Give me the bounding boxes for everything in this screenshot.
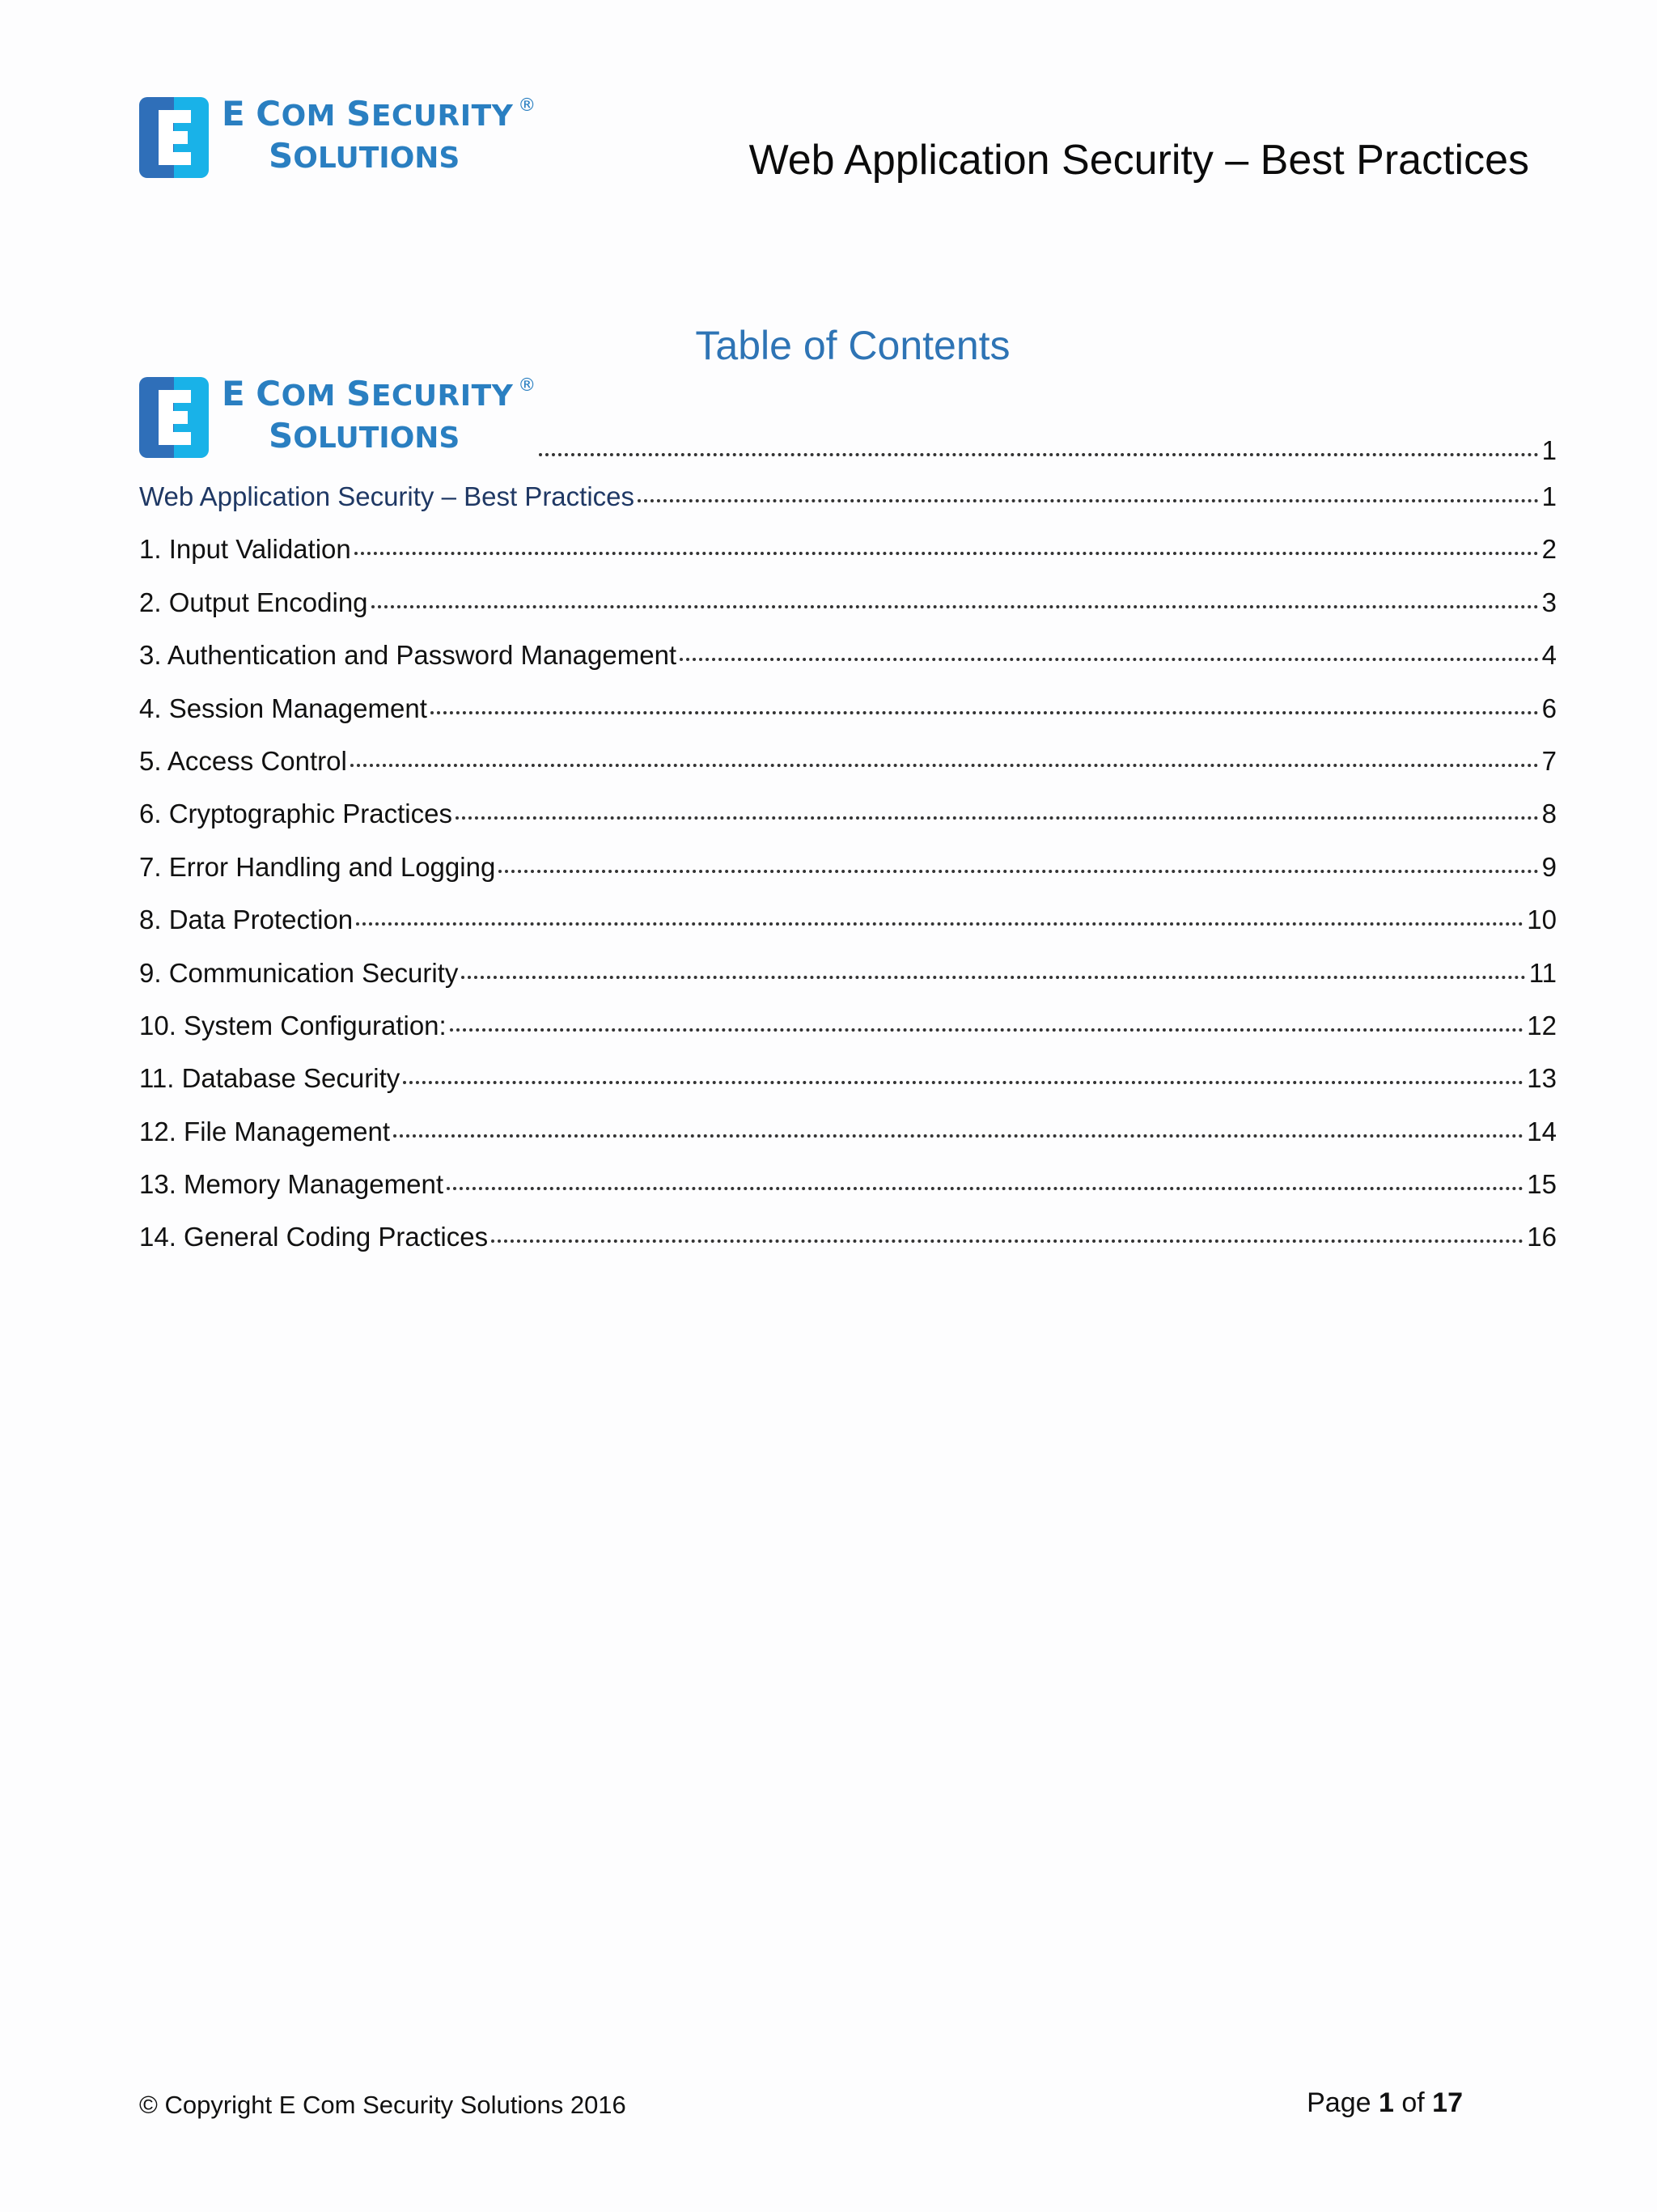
logo-text-part: S	[346, 94, 371, 133]
logo-text-part: OLUTIONS	[293, 422, 460, 455]
toc-item[interactable]	[139, 585, 1557, 638]
toc-page-number: 6	[1541, 693, 1557, 723]
toc-page-number: 3	[1541, 587, 1557, 617]
toc-item[interactable]	[139, 532, 1557, 584]
toc-page-number: 14	[1527, 1116, 1557, 1146]
page-of: of	[1401, 2087, 1425, 2118]
toc-page-number: 10	[1527, 905, 1557, 935]
toc-leader-dots	[539, 433, 1539, 460]
toc-page-number: 13	[1527, 1063, 1557, 1094]
logo-text-part: E	[222, 94, 246, 133]
logo-text-part: ECURITY	[371, 379, 514, 413]
toc-item-label: 10. System Configuration:	[139, 1010, 447, 1040]
toc-item-label: 13. Memory Management	[139, 1169, 444, 1200]
logo-text-part: ECURITY	[371, 100, 514, 133]
toc-leader-dots	[638, 479, 1539, 506]
toc-item[interactable]	[139, 850, 1557, 902]
logo-text-part: OM	[281, 100, 337, 133]
registered-mark: ®	[518, 375, 536, 396]
toc-item[interactable]	[139, 796, 1557, 849]
logo-text-part: S	[346, 374, 371, 413]
toc-page-number: 8	[1541, 799, 1557, 829]
toc-list	[139, 479, 1557, 1273]
toc-leader-dots	[430, 691, 1539, 718]
logo-text-part: S	[269, 136, 294, 176]
toc-item[interactable]	[139, 691, 1557, 744]
page-total: 17	[1432, 2087, 1463, 2118]
logo-text-part: E	[222, 374, 246, 413]
toc-item[interactable]	[139, 638, 1557, 690]
toc-page-number: 15	[1527, 1169, 1557, 1200]
toc-item[interactable]	[139, 1061, 1557, 1113]
toc-item-label: 6. Cryptographic Practices	[139, 799, 452, 829]
toc-item[interactable]	[139, 1167, 1557, 1219]
toc-heading: Table of Contents	[695, 323, 1011, 368]
toc-item-label: 1. Input Validation	[139, 534, 351, 565]
logo-mark-icon	[139, 377, 209, 458]
toc-item[interactable]	[139, 902, 1557, 955]
page-current: 1	[1378, 2087, 1394, 2118]
toc-page-number: 7	[1541, 745, 1557, 776]
toc-leader-dots	[371, 585, 1539, 612]
toc-leader-dots	[350, 744, 1539, 770]
company-logo	[139, 94, 536, 178]
toc-item[interactable]	[139, 1219, 1557, 1272]
toc-item-logo[interactable]	[139, 374, 1557, 466]
toc-item-label: 5. Access Control	[139, 745, 347, 776]
toc-item-label: 11. Database Security	[139, 1063, 400, 1094]
toc-item-label: Web Application Security – Best Practices	[139, 481, 635, 511]
logo-text-part: C	[256, 374, 282, 413]
toc-page-number: 11	[1528, 957, 1557, 988]
toc-page-number: 1	[1541, 481, 1557, 511]
footer-copyright: © Copyright E Com Security Solutions 2016	[139, 2091, 626, 2119]
toc-leader-dots	[498, 850, 1538, 876]
toc-page-number: 16	[1527, 1222, 1557, 1252]
toc-leader-dots	[461, 956, 1525, 982]
toc-page-number: 9	[1541, 851, 1557, 882]
logo-text-part: OLUTIONS	[293, 142, 460, 175]
registered-mark: ®	[518, 95, 536, 116]
toc-leader-dots	[491, 1219, 1524, 1246]
toc-item-label: 4. Session Management	[139, 693, 427, 723]
toc-item[interactable]	[139, 956, 1557, 1008]
toc-item-label: 7. Error Handling and Logging	[139, 851, 496, 882]
logo-e-glyph-icon	[139, 97, 209, 178]
toc-leader-dots	[680, 638, 1539, 664]
logo-wordmark	[222, 374, 536, 456]
logo-text-part: OM	[281, 379, 337, 413]
toc-leader-dots	[393, 1114, 1524, 1141]
footer-page-number	[1307, 2087, 1463, 2119]
page-header-title: Web Application Security – Best Practices	[748, 137, 1529, 184]
toc-item[interactable]	[139, 1114, 1557, 1167]
toc-item[interactable]	[139, 1008, 1557, 1061]
toc-item[interactable]	[139, 479, 1557, 532]
toc-item-label: 12. File Management	[139, 1116, 391, 1146]
logo-mark-icon	[139, 97, 209, 178]
toc-leader-dots	[450, 1008, 1524, 1035]
toc-page-number: 1	[1541, 435, 1557, 465]
toc-item-label: 8. Data Protection	[139, 905, 354, 935]
toc-leader-dots	[354, 532, 1539, 558]
toc-item-label: 14. General Coding Practices	[139, 1222, 489, 1252]
toc-leader-dots	[403, 1061, 1524, 1087]
toc-page-number: 4	[1541, 640, 1557, 671]
logo-text-part: S	[269, 416, 294, 456]
logo-wordmark	[222, 94, 536, 176]
toc-item-label: 2. Output Encoding	[139, 587, 368, 617]
toc-item-label: 3. Authentication and Password Management	[139, 640, 677, 671]
logo-text-part: C	[256, 94, 282, 133]
logo-e-glyph-icon	[139, 377, 209, 458]
toc-page-number: 2	[1541, 534, 1557, 565]
toc-leader-dots	[356, 902, 1524, 929]
toc-item-label: 9. Communication Security	[139, 957, 459, 988]
company-logo	[139, 374, 536, 458]
toc-leader-dots	[447, 1167, 1524, 1193]
toc-page-number: 12	[1527, 1010, 1557, 1040]
toc-item[interactable]	[139, 744, 1557, 796]
toc-leader-dots	[456, 796, 1539, 823]
page-prefix: Page	[1307, 2087, 1371, 2118]
